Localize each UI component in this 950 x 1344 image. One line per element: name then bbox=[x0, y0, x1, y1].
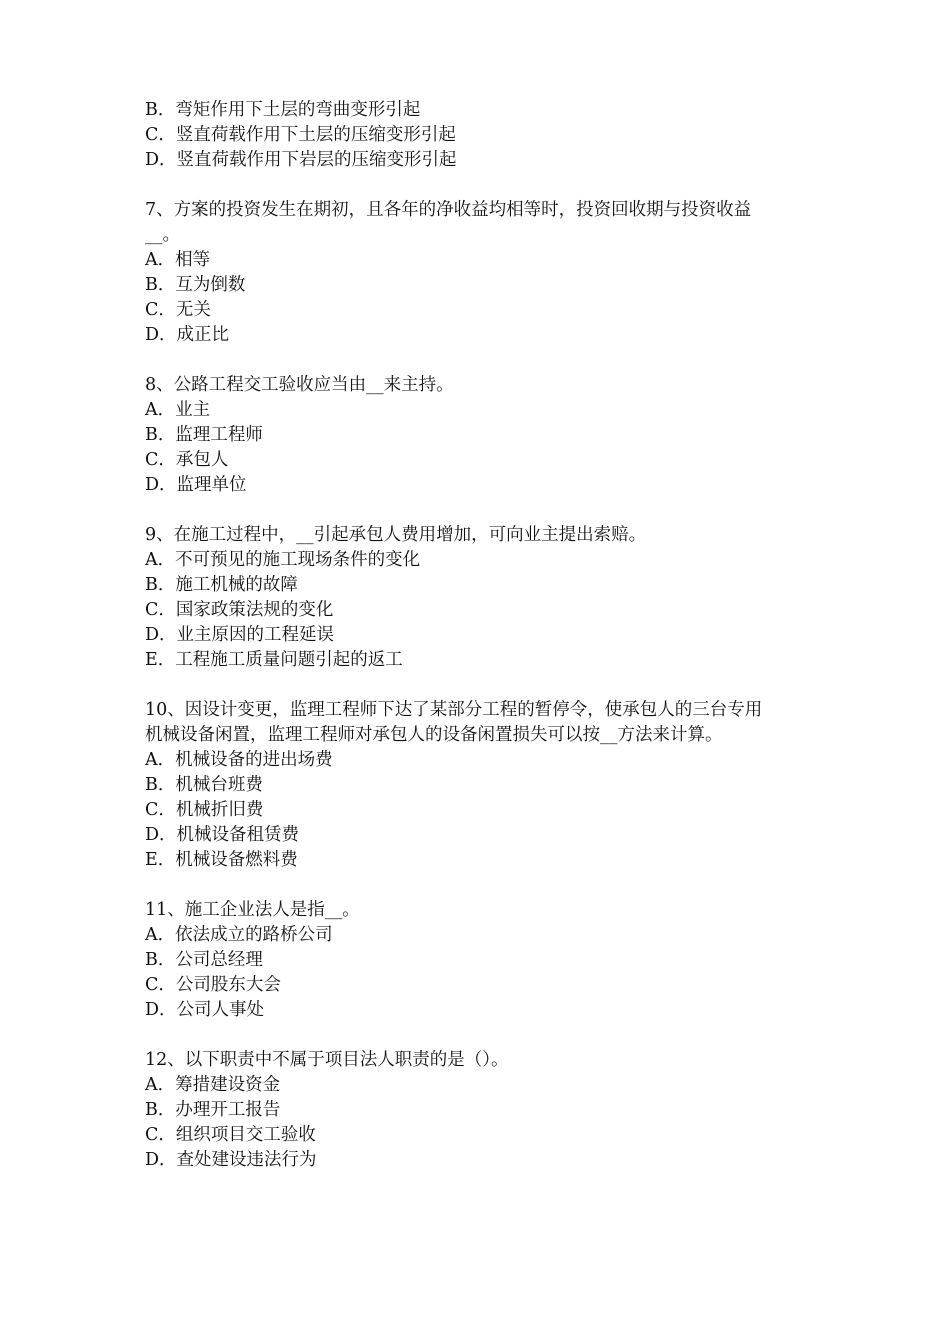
previous-question-options bbox=[145, 98, 815, 173]
option: D．公司人事处 bbox=[145, 1000, 265, 1020]
question-9 bbox=[145, 523, 815, 673]
option: E．工程施工质量问题引起的返工 bbox=[145, 650, 403, 670]
question-12 bbox=[145, 1048, 815, 1173]
option: D．业主原因的工程延误 bbox=[145, 625, 335, 645]
question-stem: 10、因设计变更，监理工程师下达了某部分工程的暂停令，使承包人的三台专用 bbox=[145, 700, 763, 720]
question-10 bbox=[145, 698, 815, 873]
option: B．互为倒数 bbox=[145, 275, 246, 295]
option: D．成正比 bbox=[145, 325, 230, 345]
option: B．办理开工报告 bbox=[145, 1100, 281, 1120]
question-stem: 12、以下职责中不属于项目法人职责的是（）。 bbox=[145, 1050, 509, 1070]
option: B．公司总经理 bbox=[145, 950, 263, 970]
option: C．公司股东大会 bbox=[145, 975, 281, 995]
option: B．机械台班费 bbox=[145, 775, 263, 795]
option: B．施工机械的故障 bbox=[145, 575, 298, 595]
option: A．机械设备的进出场费 bbox=[145, 750, 333, 770]
option: D．机械设备租赁费 bbox=[145, 825, 300, 845]
option: C．机械折旧费 bbox=[145, 800, 264, 820]
option: A．业主 bbox=[145, 400, 211, 420]
question-stem: __。 bbox=[145, 225, 180, 245]
option: A．筹措建设资金 bbox=[145, 1075, 281, 1095]
document-page bbox=[145, 98, 815, 1173]
option: A．不可预见的施工现场条件的变化 bbox=[145, 550, 421, 570]
option: A．依法成立的路桥公司 bbox=[145, 925, 333, 945]
question-stem: 7、方案的投资发生在期初，且各年的净收益均相等时，投资回收期与投资收益 bbox=[145, 200, 752, 220]
option: B．监理工程师 bbox=[145, 425, 263, 445]
option: E．机械设备燃料费 bbox=[145, 850, 298, 870]
option: D．查处建设违法行为 bbox=[145, 1150, 317, 1170]
option: A．相等 bbox=[145, 250, 211, 270]
option: C．竖直荷载作用下土层的压缩变形引起 bbox=[145, 125, 456, 145]
question-stem: 9、在施工过程中，__引起承包人费用增加，可向业主提出索赔。 bbox=[145, 525, 647, 545]
question-8 bbox=[145, 373, 815, 498]
question-stem: 11、施工企业法人是指__。 bbox=[145, 900, 360, 920]
question-stem: 8、公路工程交工验收应当由__来主持。 bbox=[145, 375, 454, 395]
question-stem: 机械设备闲置，监理工程师对承包人的设备闲置损失可以按__方法来计算。 bbox=[145, 725, 723, 745]
option: D．竖直荷载作用下岩层的压缩变形引起 bbox=[145, 150, 457, 170]
option: B．弯矩作用下土层的弯曲变形引起 bbox=[145, 100, 421, 120]
option: C．无关 bbox=[145, 300, 211, 320]
option: D．监理单位 bbox=[145, 475, 247, 495]
option: C．国家政策法规的变化 bbox=[145, 600, 334, 620]
option: C．承包人 bbox=[145, 450, 229, 470]
question-7 bbox=[145, 198, 815, 348]
option: C．组织项目交工验收 bbox=[145, 1125, 316, 1145]
question-11 bbox=[145, 898, 815, 1023]
